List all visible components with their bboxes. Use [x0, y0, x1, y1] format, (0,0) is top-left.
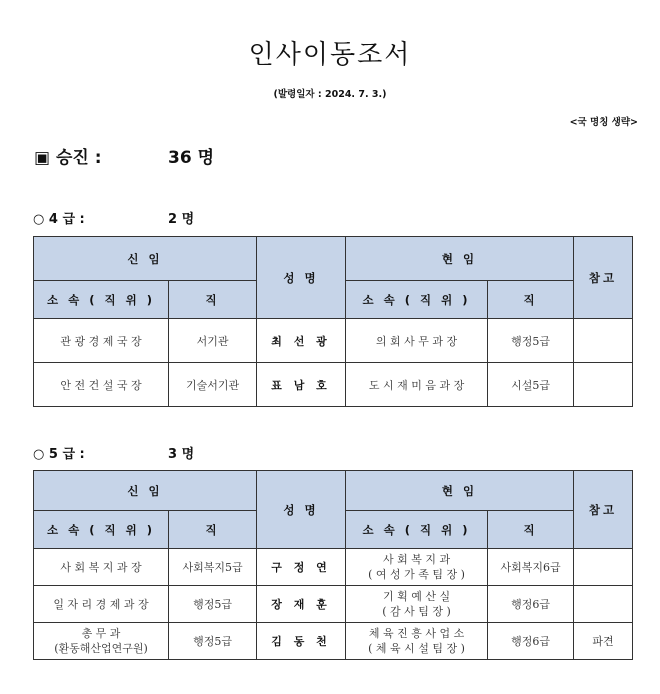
name-cell: 장 재 훈 [257, 586, 346, 623]
name-cell: 표 남 호 [257, 363, 346, 407]
header-new-rank: 직 [169, 511, 257, 549]
new-rank-cell: 기술서기관 [169, 363, 257, 407]
grade-4-label: ○ 4 급 : [33, 212, 85, 227]
note-cell [574, 586, 633, 623]
note-cell: 파견 [574, 623, 633, 660]
page-title: 인사이동조서 [248, 40, 412, 70]
header-new-post: 신 임 [34, 471, 257, 511]
cur-dept-cell: 도 시 재 미 음 과 장 [346, 363, 488, 407]
header-note: 참고 [574, 471, 633, 549]
grade-4-table [33, 236, 633, 407]
new-dept-cell: 관 광 경 제 국 장 [34, 319, 169, 363]
header-new-dept: 소 속 ( 직 위 ) [34, 281, 169, 319]
cur-dept-cell: 의 회 사 무 과 장 [346, 319, 488, 363]
table-row [34, 319, 633, 363]
grade-5-table [33, 470, 633, 660]
new-dept-cell: 일 자 리 경 제 과 장 [34, 586, 169, 623]
header-cur-rank: 직 [488, 281, 574, 319]
new-rank-cell: 사회복지5급 [169, 549, 257, 586]
table-row [34, 586, 633, 623]
promotion-label: ▣ 승진 : [34, 148, 102, 168]
header-current-post: 현 임 [346, 471, 574, 511]
cur-dept-cell: 체 육 진 흥 사 업 소 ( 체 육 시 설 팀 장 ) [346, 623, 488, 660]
note-cell [574, 549, 633, 586]
name-cell: 구 정 연 [257, 549, 346, 586]
grade-4-count: 2 명 [168, 212, 195, 227]
cur-rank-cell: 행정6급 [488, 586, 574, 623]
header-new-rank: 직 [169, 281, 257, 319]
name-cell: 김 동 천 [257, 623, 346, 660]
cur-dept-cell: 기 획 예 산 실 ( 감 사 팀 장 ) [346, 586, 488, 623]
cur-rank-cell: 행정6급 [488, 623, 574, 660]
new-dept-cell: 사 회 복 지 과 장 [34, 549, 169, 586]
header-cur-dept: 소 속 ( 직 위 ) [346, 281, 488, 319]
table-row [34, 549, 633, 586]
effective-date: (발령일자 : 2024. 7. 3.) [273, 89, 387, 100]
grade-5-label: ○ 5 급 : [33, 447, 85, 462]
table-row [34, 363, 633, 407]
grade-5-count: 3 명 [168, 447, 195, 462]
new-dept-cell: 총 무 과 (환동해산업연구원) [34, 623, 169, 660]
new-dept-cell: 안 전 건 설 국 장 [34, 363, 169, 407]
header-name: 성 명 [257, 237, 346, 319]
header-new-post: 신 임 [34, 237, 257, 281]
cur-rank-cell: 사회복지6급 [488, 549, 574, 586]
table-row [34, 623, 633, 660]
header-cur-dept: 소 속 ( 직 위 ) [346, 511, 488, 549]
note-cell [574, 319, 633, 363]
header-cur-rank: 직 [488, 511, 574, 549]
cur-dept-cell: 사 회 복 지 과 ( 여 성 가 족 팀 장 ) [346, 549, 488, 586]
cur-rank-cell: 시설5급 [488, 363, 574, 407]
header-name: 성 명 [257, 471, 346, 549]
omit-note: <국 명칭 생략> [569, 117, 638, 128]
new-rank-cell: 행정5급 [169, 586, 257, 623]
header-new-dept: 소 속 ( 직 위 ) [34, 511, 169, 549]
cur-rank-cell: 행정5급 [488, 319, 574, 363]
new-rank-cell: 행정5급 [169, 623, 257, 660]
header-note: 참고 [574, 237, 633, 319]
header-current-post: 현 임 [346, 237, 574, 281]
promotion-count: 36 명 [168, 148, 214, 168]
new-rank-cell: 서기관 [169, 319, 257, 363]
name-cell: 최 선 광 [257, 319, 346, 363]
note-cell [574, 363, 633, 407]
